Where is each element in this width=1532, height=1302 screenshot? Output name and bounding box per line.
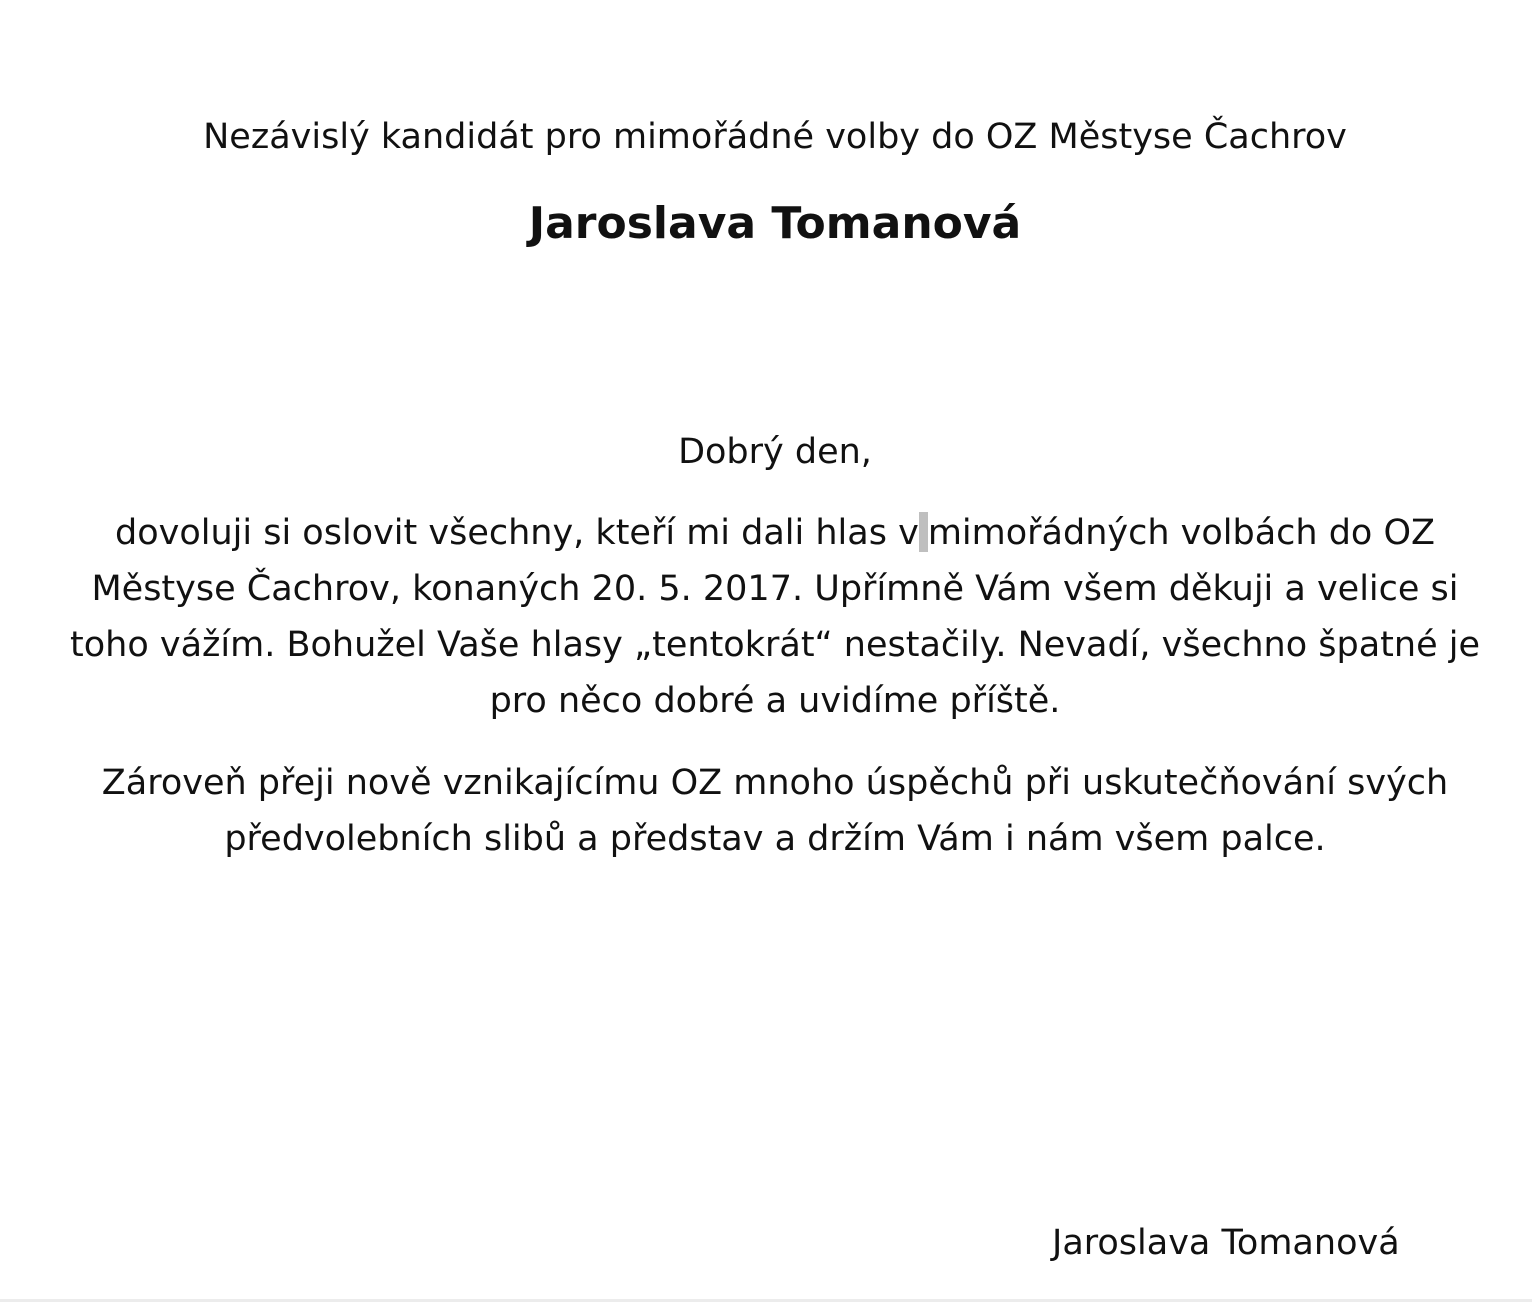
paragraph-line: předvolebních slibů a představ a držím Vám i nám všem palce.: [224, 819, 1326, 859]
paragraph-line: Městyse Čachrov, konaných 20. 5. 2017. Upřímně Vám všem děkuji a velice si: [91, 569, 1459, 609]
paragraph-line: pro něco dobré a uvidíme příště.: [489, 681, 1061, 721]
greeting-text: Dobrý den,: [678, 432, 872, 472]
paragraph-line: [0, 505, 1532, 561]
thank-you-paragraph: [0, 505, 1532, 729]
candidate-subtitle: Nezávislý kandidát pro mimořádné volby do OZ Městyse Čachrov: [203, 117, 1347, 157]
paragraph-line: toho vážím. Bohužel Vaše hlasy „tentokrát“ nestačily. Nevadí, všechno špatné je: [70, 625, 1480, 665]
paragraph-text-segment: dovoluji si oslovit všechny, kteří mi dali hlas v: [114, 513, 919, 553]
wishes-paragraph: [0, 755, 1532, 867]
text-cursor-highlight: [919, 512, 928, 552]
paragraph-line: Zároveň přeji nově vznikajícímu OZ mnoho úspěchů při uskutečňování svých: [101, 763, 1449, 803]
paragraph-text-segment: mimořádných volbách do OZ: [927, 513, 1435, 553]
signature-name: Jaroslava Tomanová: [1052, 1223, 1400, 1263]
candidate-name-heading: Jaroslava Tomanová: [528, 198, 1022, 249]
